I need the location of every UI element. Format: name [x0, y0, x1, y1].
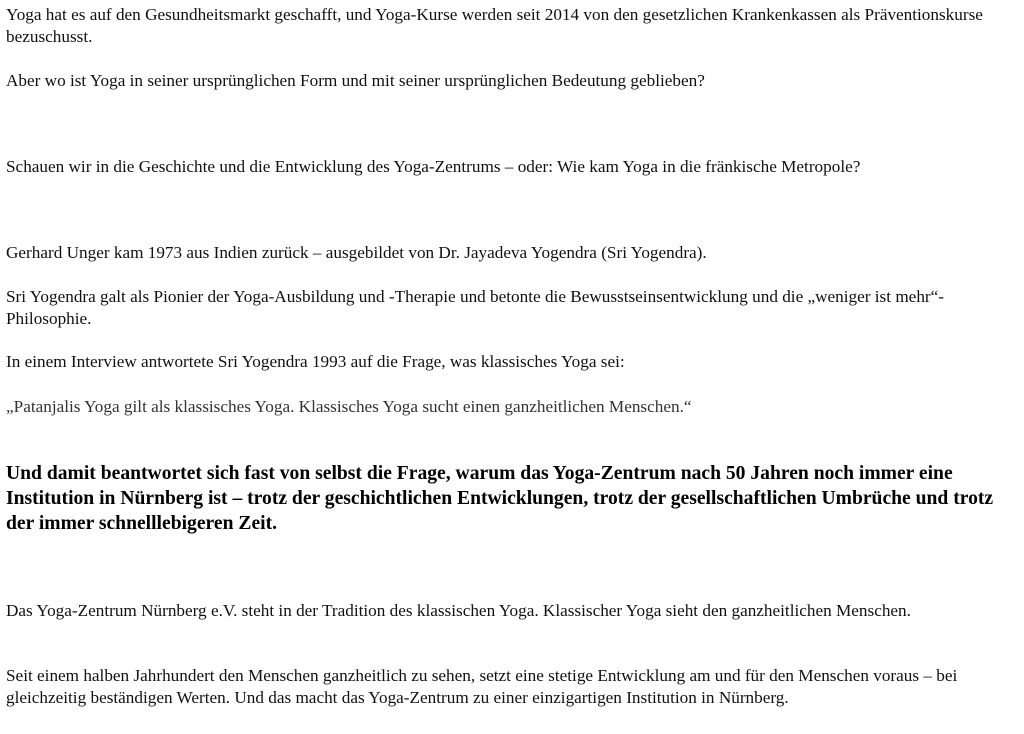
paragraph-sri-yogendra-pioneer: Sri Yogendra galt als Pionier der Yoga-Ausbildung und -Therapie und betonte die Bewusstseinsentwicklung und die „weniger ist mehr“-Philosophie.	[6, 287, 944, 328]
paragraph-interview-intro: In einem Interview antwortete Sri Yogendra 1993 auf die Frage, was klassisches Yoga sei:	[6, 352, 625, 371]
paragraph-original-form-question: Aber wo ist Yoga in seiner ursprünglichen Form und mit seiner ursprünglichen Bedeutung geblieben?	[6, 71, 705, 90]
paragraph-tradition: Das Yoga-Zentrum Nürnberg e.V. steht in der Tradition des klassischen Yoga. Klassischer Yoga sieht den ganzheitlichen Menschen.	[6, 601, 911, 620]
paragraph-half-century: Seit einem halben Jahrhundert den Menschen ganzheitlich zu sehen, setzt eine stetige Entwicklung am und für den Menschen voraus – bei gleichzeitig beständigen Werten. Und das macht das Yoga-Zentrum zu einer einzigartigen Institution in Nürnberg.	[6, 666, 958, 707]
paragraph-gerhard-unger: Gerhard Unger kam 1973 aus Indien zurück – ausgebildet von Dr. Jayadeva Yogendra (Sri Yogendra).	[6, 243, 707, 262]
paragraph-bold-conclusion: Und damit beantwortet sich fast von selbst die Frage, warum das Yoga-Zentrum nach 50 Jahren noch immer eine Institution in Nürnberg ist – trotz der geschichtlichen Entwicklungen, trotz der gesellschaftlichen Umbrüche und trotz der immer schnelllebigeren Zeit.	[6, 463, 994, 534]
paragraph-health-market: Yoga hat es auf den Gesundheitsmarkt geschafft, und Yoga-Kurse werden seit 2014 von den gesetzlichen Krankenkassen als Präventionskurse bezuschusst.	[6, 5, 983, 46]
paragraph-history-question: Schauen wir in die Geschichte und die Entwicklung des Yoga-Zentrums – oder: Wie kam Yoga in die fränkische Metropole?	[6, 157, 861, 176]
paragraph-quote: „Patanjalis Yoga gilt als klassisches Yoga. Klassisches Yoga sucht einen ganzheitlichen Menschen.“	[6, 397, 692, 416]
